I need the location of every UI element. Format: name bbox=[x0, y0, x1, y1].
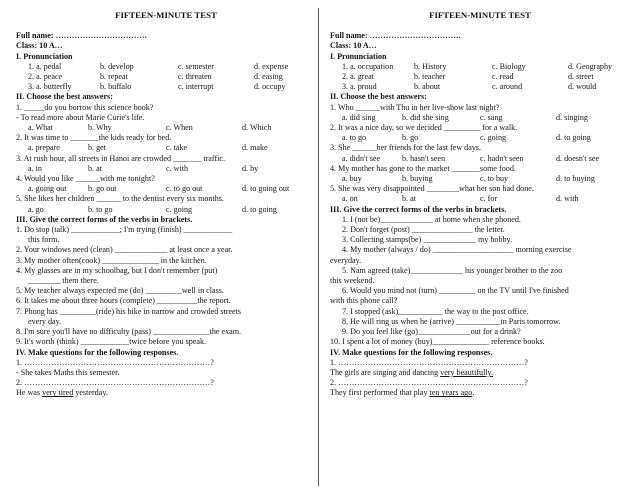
mcq-question: 1. Who ______with Thu in her live-show last night? bbox=[330, 102, 500, 112]
full-name-line: Full name: ……………………………. bbox=[330, 31, 461, 41]
section-questions: IV. Make questions for the following responses. bbox=[16, 347, 179, 357]
verb-item: 6. Would you mind not (turn) _________ on the TV until I've finished bbox=[342, 286, 569, 296]
verb-item: 2. Don't forget (post) _______________ the letter. bbox=[342, 225, 505, 235]
test-title: FIFTEEN-MINUTE TEST bbox=[429, 10, 531, 20]
mcq-options: a. on b. at c. for d. with bbox=[342, 194, 579, 204]
pron-row: 3. a. butterfly b. buffalo c. interrupt d. occupy bbox=[28, 82, 286, 92]
verb-item: 8. He will ring us when he (arrive) ___________in Paris tomorrow. bbox=[342, 316, 561, 326]
verb-item: 7. I stopped (ask)___________ the way to the post office. bbox=[342, 306, 529, 316]
verb-item-cont: everyday. bbox=[330, 255, 362, 265]
class-line: Class: 10 A… bbox=[330, 41, 377, 51]
full-name-line: Full name: ……………………………. bbox=[16, 31, 147, 41]
verb-item: 9. It's worth (think) ____________twice before you speak. bbox=[16, 337, 207, 347]
pronunciation-grid bbox=[16, 62, 316, 93]
section-choose: II. Choose the best answers: bbox=[330, 92, 427, 102]
mcq-question: 5. She likes her children ______ to the dentist every six months. bbox=[16, 194, 224, 204]
response: They first performed that play ten years ago. bbox=[330, 388, 475, 398]
mcq-options: a. buy b. buying c. to buy d. to buying bbox=[342, 174, 595, 184]
mcq-question: 3. At rush hour, all streets in Hanoi are crowded _______ traffic. bbox=[16, 153, 226, 163]
mcq-question-cont: - To read more about Marie Curie's life. bbox=[16, 112, 145, 122]
pron-row: 1. a. pedal b. develop c. semester d. expense bbox=[28, 61, 289, 71]
mcq-question: 1. _____do you borrow this science book? bbox=[16, 102, 154, 112]
response: The girls are singing and dancing very beautifully. bbox=[330, 367, 494, 377]
mcq-question: 2. It was time to _______the kids ready for bed. bbox=[16, 133, 172, 143]
mcq-options: a. What b. Why c. When d. Which bbox=[28, 123, 272, 133]
mcq-question: 2. It was a nice day, so we decided _________ for a walk. bbox=[330, 123, 518, 133]
verb-item-cont: with this phone call? bbox=[330, 296, 398, 306]
mcq-list bbox=[330, 103, 630, 205]
mcq-options: a. go b. to go c. going d. to going bbox=[28, 204, 277, 214]
section-verbs: III. Give the correct forms of the verbs in brackets. bbox=[16, 214, 193, 224]
pronunciation-grid bbox=[330, 62, 630, 93]
verb-item: 4. My glasses are in my schoolbag, but I don't remember (put) bbox=[16, 265, 218, 275]
response: He was very tired yesterday. bbox=[16, 388, 108, 398]
mcq-options: a. did sing b. did she sing c. sang d. singing bbox=[342, 112, 588, 122]
mcq-options: a. prepare b. get c. take d. make bbox=[28, 143, 268, 153]
mcq-question: 4. My mother has gone to the market _______some food. bbox=[330, 163, 516, 173]
pron-row: 2. a. great b. teacher c. read d. street bbox=[342, 72, 594, 82]
verb-item: 5. Nam agreed (take)_____________ his younger brother to the zoo bbox=[342, 265, 563, 275]
section-questions: IV. Make questions for the following responses. bbox=[330, 347, 493, 357]
mcq-options: a. didn't see b. hasn't seen c. hadn't seen d. doesn't see bbox=[342, 153, 600, 163]
pron-row: 3. a. proud b. about c. around d. would bbox=[342, 82, 597, 92]
mcq-question: 4. Would you like ______with me tonight? bbox=[16, 174, 155, 184]
question-blank: 2. ……………………………………………………………? bbox=[330, 378, 528, 388]
section-pronunciation: I. Pronunciation bbox=[16, 51, 73, 61]
class-line: Class: 10 A… bbox=[16, 41, 63, 51]
test-right bbox=[330, 10, 630, 399]
verb-item-cont: every day. bbox=[28, 316, 62, 326]
verb-item: 3. Collecting stamps(be) _____________ my hobby. bbox=[342, 235, 513, 245]
question-blank: 1. ……………………………………………………………? bbox=[16, 357, 214, 367]
verb-list bbox=[330, 215, 630, 348]
verb-item: 5. My teacher always expected me (do) _________well in class. bbox=[16, 286, 224, 296]
verb-item: 2. Your windows need (clean) _____________ at least once a year. bbox=[16, 245, 233, 255]
section-choose: II. Choose the best answers: bbox=[16, 92, 113, 102]
section-verbs: III. Give the correct forms of the verbs in brackets. bbox=[330, 204, 507, 214]
question-blank: 1. ……………………………………………………………? bbox=[330, 357, 528, 367]
verb-item-cont: ________ them there. bbox=[28, 276, 99, 286]
mcq-options: a. going out b. go out c. to go out d. to going out bbox=[28, 184, 290, 194]
verb-item: 10. I spent a lot of money (buy)______________ reference books. bbox=[330, 337, 545, 347]
section-pronunciation: I. Pronunciation bbox=[330, 51, 387, 61]
verb-item: 8. I'm sure you'll have no difficulty (pass) ______________the exam. bbox=[16, 327, 242, 337]
mcq-question: 3. She ______her friends for the last few days. bbox=[330, 143, 482, 153]
verb-item: 4. My mother (always / do) ____________________ morning exercise bbox=[342, 245, 572, 255]
mcq-list bbox=[16, 103, 316, 215]
verb-item-cont: this form. bbox=[28, 235, 60, 245]
verb-list bbox=[16, 225, 316, 347]
mcq-options: a. to go b. go c. going d. to going bbox=[342, 133, 591, 143]
pron-row: 2. a. peace b. repeat c. threaten d. easing bbox=[28, 72, 283, 82]
verb-item: 1. Do stop (talk) ____________; I'm trying (finish) ____________ bbox=[16, 225, 233, 235]
test-left bbox=[16, 10, 316, 399]
pron-row: 1. a. occupation b. History c. Biology d. Geography bbox=[342, 61, 613, 71]
mcq-question: 5. She was very disappointed ________what her son had done. bbox=[330, 184, 534, 194]
response: - She takes Maths this semester. bbox=[16, 367, 120, 377]
mcq-options: a. in b. at c. with d. by bbox=[28, 163, 259, 173]
verb-item-cont: this weekend. bbox=[330, 276, 375, 286]
question-blank: 2. ……………………………………………………………? bbox=[16, 378, 214, 388]
verb-item: 9. Do you feel like (go)_____________out for a drink? bbox=[342, 327, 521, 337]
verb-item: 3. My mother often(cook) ______________ in the kitchen. bbox=[16, 255, 207, 265]
verb-item: 7. Phong has _________(ride) his bike in narrow and crowded streets bbox=[16, 306, 242, 316]
verb-item: 1. I (not be)_____________ at home when she phoned. bbox=[342, 214, 521, 224]
test-title: FIFTEEN-MINUTE TEST bbox=[115, 10, 217, 20]
verb-item: 6. It takes me about three hours (complete) __________the report. bbox=[16, 296, 231, 306]
